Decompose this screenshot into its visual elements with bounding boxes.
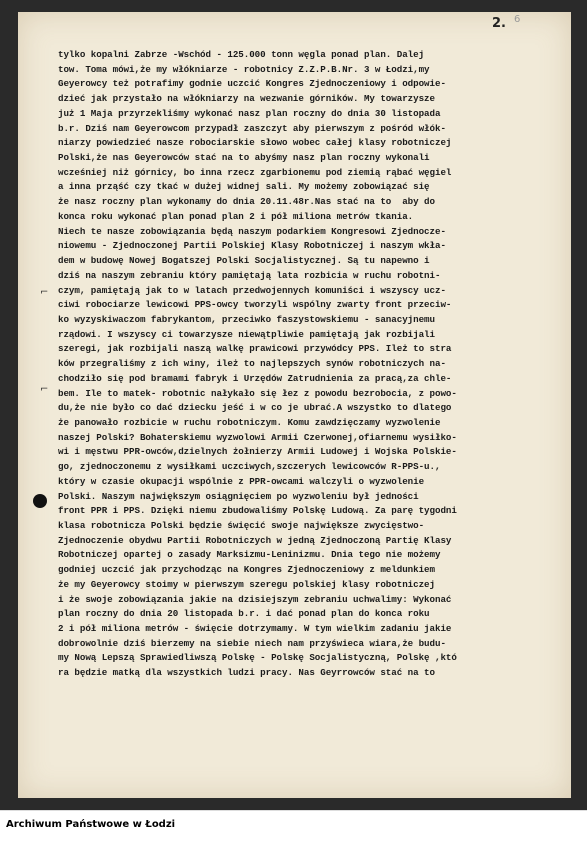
archive-label: Archiwum Państwowe w Łodzi [6, 819, 176, 830]
text-line: który w czasie okupacji wspólnie z PPR-owcami walczyli o wyzwolenie [58, 475, 425, 487]
pencil-annotation: 6 [514, 14, 521, 25]
text-line: rządowi. I wszyscy ci towarzysze niewątpliwie pamiętają jak rozbijali [58, 328, 435, 340]
text-line: Zjednoczenie obydwu Partii Robotniczych w jedną Zjednoczoną Partię Klasy [58, 534, 452, 546]
margin-tick-mark: ⌐ [40, 287, 49, 298]
text-line: naszej Polski? Bohaterskiemu wyzwolowi Armii Czerwonej,ofiarnemu wysiłko- [58, 431, 457, 443]
text-line: Robotniczej opartej o zasady Marksizmu-Leninizmu. Dnia tego nie możemy [58, 549, 441, 561]
text-line: godniej uczcić jak przychodząc na Kongres Zjednoczeniowy z meldunkiem [58, 564, 435, 576]
text-line: konca roku wykonać plan ponad plan 2 i pół miliona metrów tkania. [58, 210, 414, 222]
margin-tick-mark: ⌐ [40, 384, 49, 395]
text-line: wcześniej niż górnicy, bo inna rzecz zgarbionemu pod ziemią rąbać węgiel [58, 166, 452, 178]
text-line: wi i męstwu PPR-owców,dzielnych żołnierzy Armii Ludowej i Wojska Polskie- [58, 446, 457, 458]
text-line: niarzy powiedzieć nasze robociarskie słowo wobec całej klasy robotniczej [58, 137, 452, 149]
page-number: 2. [492, 16, 506, 31]
text-line: tylko kopalni Zabrze -Wschód - 125.000 tonn węgla ponad plan. Dalej [58, 49, 425, 60]
text-line: chodziło się pod bramami fabryk i Urzędów Zatrudnienia za pracą,za chle- [58, 372, 452, 384]
text-line: bem. Ile to matek- robotnic nałykało się łez z powodu bezrobocia, z powo- [58, 387, 457, 399]
text-line: my Nową Lepszą Sprawiedliwszą Polskę - Polskę Socjalistyczną, Polskę ,któ [58, 652, 457, 664]
text-line: tow. Toma mówi,że my włókniarze - robotnicy Z.Z.P.B.Nr. 3 w Łodzi,my [58, 63, 430, 75]
typewritten-body [58, 48, 558, 681]
text-line: b.r. Dziś nam Geyerowcom przypadł zaszczyt aby pierwszym z pośród włók- [58, 122, 446, 134]
text-line: dziś na naszym zebraniu który pamiętają lata rozbicia w ruchu robotni- [58, 269, 441, 281]
text-line: że nasz roczny plan wykonamy do dnia 20.11.48r.Nas stać na to aby do [58, 196, 435, 208]
archive-footer [0, 810, 587, 841]
punch-hole [33, 494, 47, 508]
text-line: ciwi robociarze lewicowi PPS-owcy tworzyli wspólny zwarty front przeciw- [58, 299, 452, 311]
text-line: już 1 Maja przyrzekliśmy wykonać nasz plan roczny do dnia 30 listopada [58, 107, 441, 119]
text-line: Polski. Naszym największym osiągnięciem po wyzwoleniu był jedności [58, 490, 419, 502]
text-line: Niech te nasze zobowiązania będą naszym podarkiem Kongresowi Zjednocze- [58, 225, 446, 237]
text-line: dzieć jak przystało na włókniarzy na wezwanie górników. My towarzysze [58, 93, 435, 105]
text-line: front PPR i PPS. Dzięki niemu zbudowaliśmy Polskę Ludową. Za parę tygodni [58, 505, 457, 517]
text-line: ków przegraliśmy z ich winy, ileż to najlepszych synów robotniczych na- [58, 358, 446, 370]
text-line: dem w budowę Nowej Bogatszej Polski Socjalistycznej. Są tu napewno i [58, 255, 430, 267]
text-line: a inna prząść czy tkać w dużej widnej sali. My możemy zobowiązać się [58, 181, 430, 193]
text-line: i że swoje zobowiązania jakie na dzisiejszym zebraniu uchwalimy: Wykonać [58, 593, 452, 605]
text-line: ko wyzyskiwaczom fabrykantom, przeciwko faszystowskiemu - sanacyjnemu [58, 313, 435, 325]
text-line: niowemu - Zjednoczonej Partii Polskiej Klasy Robotniczej i naszym wkła- [58, 240, 446, 252]
text-line: du,że nie było co dać dziecku jeść i w co je ubrać.A wszystko to dlatego [58, 402, 452, 414]
text-line: 2 i pół miliona metrów - święcie dotrzymamy. W tym wielkim zadaniu jakie [58, 623, 452, 635]
text-line: szeregi, jak rozbijali naszą walkę prawicowi przywódcy PPS. Ileż to stra [58, 343, 452, 355]
text-line: plan roczny do dnia 20 listopada b.r. i dać ponad plan do konca roku [58, 608, 430, 620]
text-line: że my Geyerowcy stoimy w pierwszym szeregu polskiej klasy robotniczej [58, 578, 435, 590]
text-line: czym, pamiętają jak to w latach przedwojennych komuniści i wszyscy ucz- [58, 284, 446, 296]
text-line: go, zjednoczonemu z wysiłkami uczciwych,szczerych lewicowców R-PPS-u., [58, 461, 441, 473]
text-line: klasa robotnicza Polski będzie święcić swoje największe zwycięstwo- [58, 520, 425, 531]
text-line: Geyerowcy też potrafimy godnie uczcić Kongres Zjednoczeniowy i odpowie- [58, 78, 446, 90]
text-line: że panowało rozbicie w ruchu robotniczym. Komu zawdzięczamy wyzwolenie [58, 416, 441, 428]
text-line: Polski,że nas Geyerowców stać na to abyśmy nasz plan roczny wykonali [58, 152, 430, 164]
text-line: dobrowolnie dziś bierzemy na siebie niech nam przyświeca wiara,że budu- [58, 637, 446, 649]
text-line: ra będzie matką dla wszystkich ludzi pracy. Nas Geyrrowców stać na to [58, 667, 435, 679]
